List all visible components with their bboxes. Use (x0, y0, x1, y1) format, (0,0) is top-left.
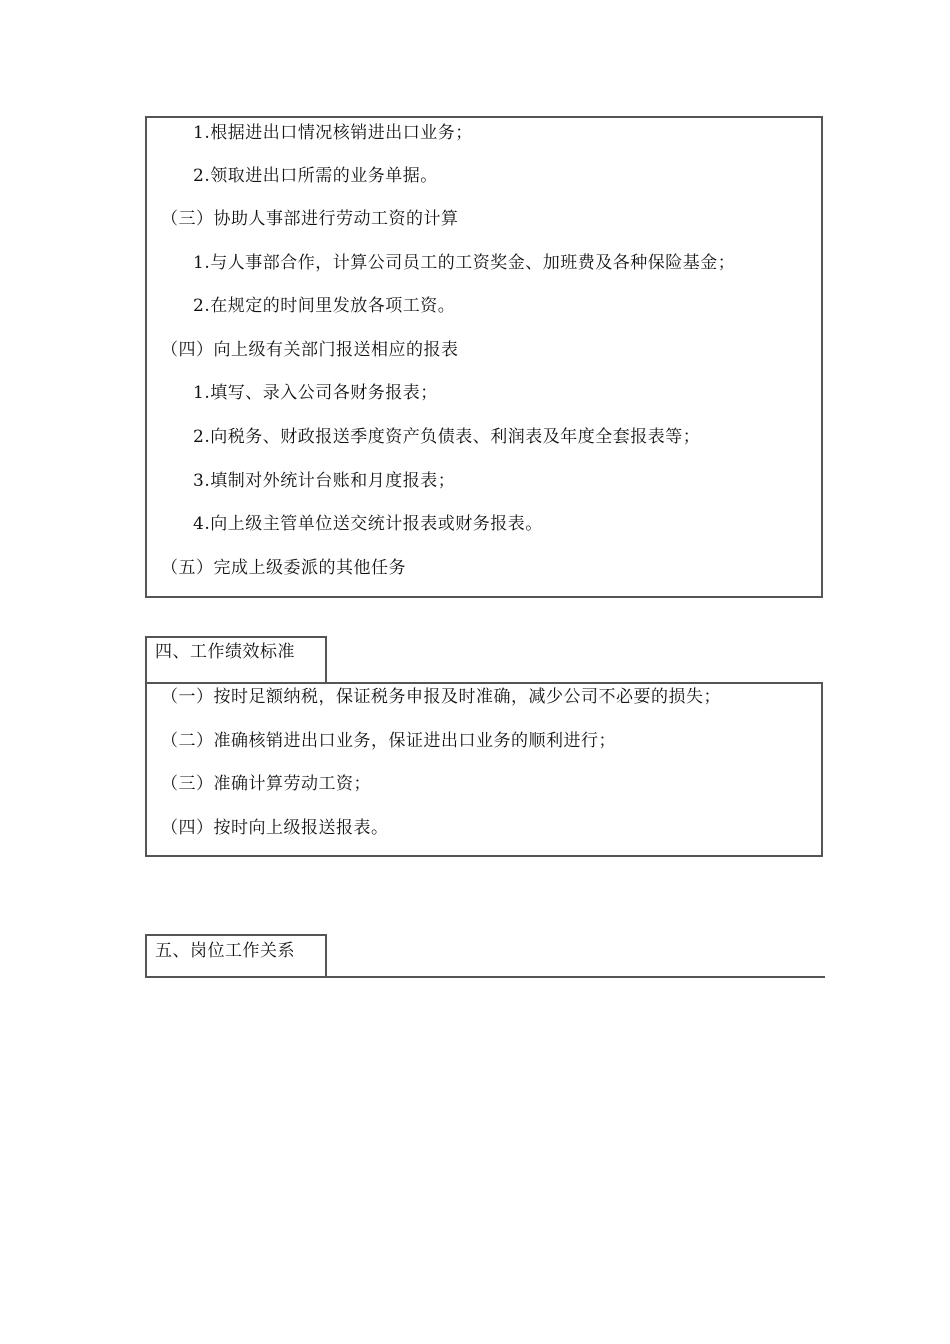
standard-item: （四）按时向上级报送报表。 (161, 818, 389, 838)
duty-heading: （四）向上级有关部门报送相应的报表 (161, 340, 459, 360)
duty-item: 2.向税务、财政报送季度资产负债表、利润表及年度全套报表等； (193, 427, 701, 447)
duty-item: 2.在规定的时间里发放各项工资。 (193, 296, 456, 316)
duty-heading: （五）完成上级委派的其他任务 (161, 558, 406, 578)
duty-heading: （三）协助人事部进行劳动工资的计算 (161, 209, 459, 229)
duty-item: 1.根据进出口情况核销进出口业务； (193, 123, 473, 143)
duty-item: 1.与人事部合作，计算公司员工的工资奖金、加班费及各种保险基金； (193, 253, 736, 273)
section5-rule (145, 976, 825, 978)
section5-title: 五、岗位工作关系 (155, 941, 295, 961)
section4-title-tab (145, 636, 327, 684)
section4-title: 四、工作绩效标准 (155, 642, 295, 662)
standard-item: （二）准确核销进出口业务，保证进出口业务的顺利进行； (161, 731, 616, 751)
duty-item: 1.填写、录入公司各财务报表； (193, 383, 438, 403)
section5-title-tab (145, 934, 327, 978)
duty-item: 2.领取进出口所需的业务单据。 (193, 166, 438, 186)
standard-item: （三）准确计算劳动工资； (161, 774, 371, 794)
performance-standards-box (145, 682, 823, 857)
duty-item: 4.向上级主管单位送交统计报表或财务报表。 (193, 514, 543, 534)
duties-box (145, 116, 823, 598)
standard-item: （一）按时足额纳税，保证税务申报及时准确，减少公司不必要的损失； (161, 687, 721, 707)
duty-item: 3.填制对外统计台账和月度报表； (193, 471, 456, 491)
